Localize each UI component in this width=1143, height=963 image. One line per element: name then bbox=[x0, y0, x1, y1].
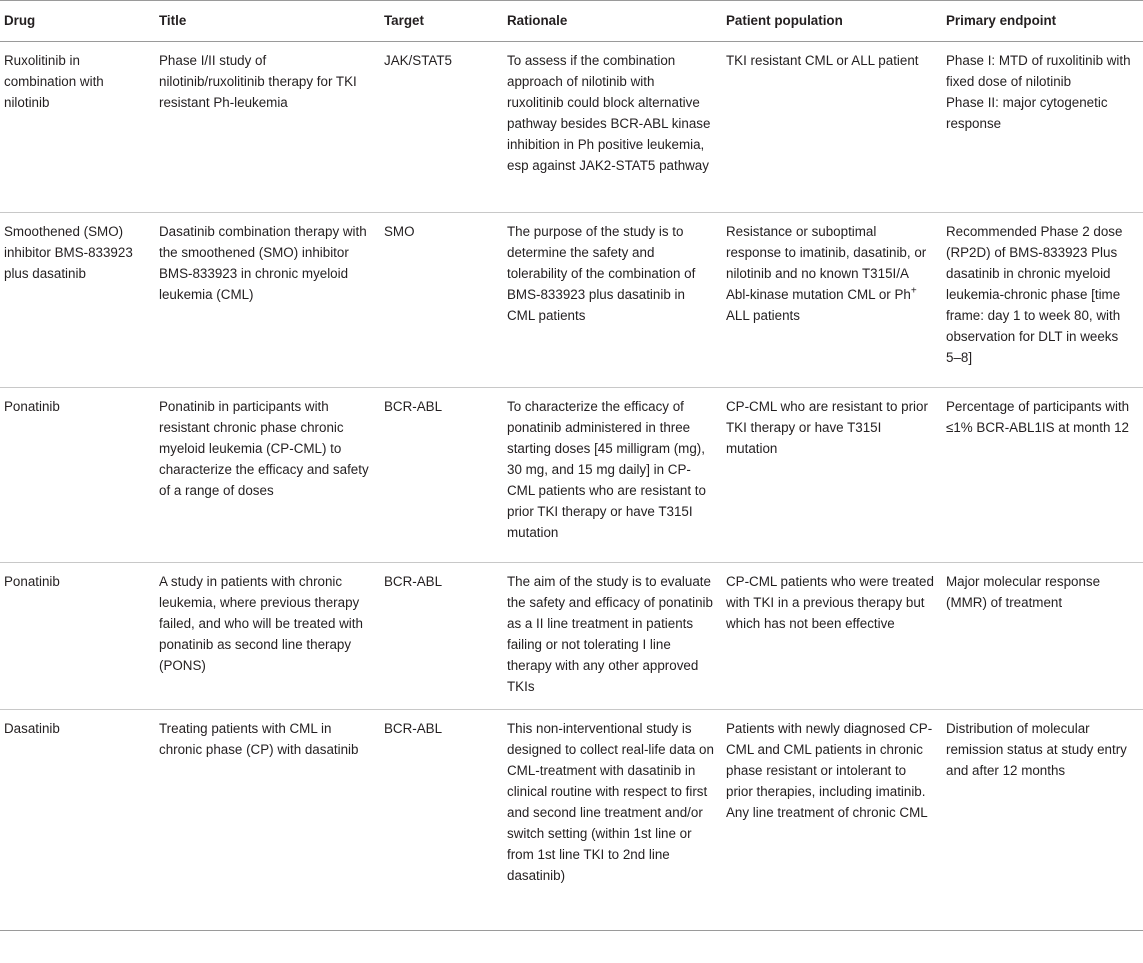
cell-drug: Ruxolitinib in combination with nilotinib bbox=[4, 53, 104, 110]
header-title: Title bbox=[159, 13, 187, 28]
cell-title: Phase I/II study of nilotinib/ruxolitinib therapy for TKI resistant Ph-leukemia bbox=[159, 53, 357, 110]
cell-drug: Smoothened (SMO) inhibitor BMS-833923 plus dasatinib bbox=[4, 224, 133, 281]
cell-title: Ponatinib in participants with resistant chronic phase chronic myeloid leukemia (CP-CML) to characterize the efficacy and safety of a range of doses bbox=[159, 399, 369, 498]
cell-endpoint bbox=[946, 42, 1143, 213]
header-row bbox=[0, 1, 1143, 42]
cell-population bbox=[726, 213, 946, 388]
cell-endpoint: Percentage of participants with ≤1% BCR-ABL1IS at month 12 bbox=[946, 399, 1130, 435]
cell-title: Dasatinib combination therapy with the smoothened (SMO) inhibitor BMS-833923 in chronic myeloid leukemia (CML) bbox=[159, 224, 367, 302]
cell-rationale: This non-interventional study is designed to collect real-life data on CML-treatment with dasatinib in clinical routine with respect to first and second line treatment and/or switch setting (within 1st line or from 1st line TKI to 2nd line dasatinib) bbox=[507, 721, 714, 883]
cell-population: TKI resistant CML or ALL patient bbox=[726, 53, 919, 68]
cell-drug: Ponatinib bbox=[4, 574, 60, 589]
cell-rationale: To assess if the combination approach of nilotinib with ruxolitinib could block alternative pathway besides BCR-ABL kinase inhibition in Ph positive leukemia, esp against JAK2-STAT5 pathway bbox=[507, 53, 711, 173]
cell-drug: Dasatinib bbox=[4, 721, 60, 736]
header-rationale: Rationale bbox=[507, 13, 568, 28]
table-row bbox=[0, 213, 1143, 388]
cell-rationale: To characterize the efficacy of ponatinib administered in three starting doses [45 milligram (mg), 30 mg, and 15 mg daily] in CP-CML patients who are resistant to prior TKI therapy or have T315I mutation bbox=[507, 399, 706, 540]
cell-endpoint: Major molecular response (MMR) of treatment bbox=[946, 574, 1101, 610]
cell-title: Treating patients with CML in chronic phase (CP) with dasatinib bbox=[159, 721, 359, 757]
cell-rationale: The purpose of the study is to determine the safety and tolerability of the combination of BMS-833923 plus dasatinib in CML patients bbox=[507, 224, 696, 323]
table-header bbox=[0, 1, 1143, 42]
table-row bbox=[0, 563, 1143, 710]
table-row bbox=[0, 710, 1143, 931]
cell-population: Patients with newly diagnosed CP-CML and CML patients in chronic phase resistant or intolerant to prior therapies, including imatinib. Any line treatment of chronic CML bbox=[726, 721, 933, 820]
cell-rationale: The aim of the study is to evaluate the safety and efficacy of ponatinib as a II line treatment in patients failing or not tolerating I line therapy with any other approved TKIs bbox=[507, 574, 713, 694]
cell-target: JAK/STAT5 bbox=[384, 53, 452, 68]
table-body bbox=[0, 42, 1143, 931]
table-row bbox=[0, 388, 1143, 563]
cell-target: BCR-ABL bbox=[384, 399, 443, 414]
cell-drug: Ponatinib bbox=[4, 399, 60, 414]
cell-endpoint: Distribution of molecular remission status at study entry and after 12 months bbox=[946, 721, 1127, 778]
cell-title: A study in patients with chronic leukemia, where previous therapy failed, and who will be treated with ponatinib as second line therapy (PONS) bbox=[159, 574, 363, 673]
superscript-plus: + bbox=[910, 285, 917, 297]
population-text-end: ALL patients bbox=[726, 308, 800, 323]
cell-target: BCR-ABL bbox=[384, 721, 443, 736]
endpoint-line: Phase II: major cytogenetic response bbox=[946, 95, 1108, 131]
cell-population: CP-CML patients who were treated with TKI in a previous therapy but which has not been effective bbox=[726, 574, 934, 631]
cell-target: SMO bbox=[384, 224, 415, 239]
cell-target: BCR-ABL bbox=[384, 574, 443, 589]
header-target: Target bbox=[384, 13, 424, 28]
header-population: Patient population bbox=[726, 13, 843, 28]
cell-population: CP-CML who are resistant to prior TKI therapy or have T315I mutation bbox=[726, 399, 928, 456]
population-text: Resistance or suboptimal response to imatinib, dasatinib, or nilotinib and no known T315I/A Abl-kinase mutation CML or Ph bbox=[726, 224, 927, 302]
header-drug: Drug bbox=[4, 13, 36, 28]
cell-endpoint: Recommended Phase 2 dose (RP2D) of BMS-833923 Plus dasatinib in chronic myeloid leukemia-chronic phase [time frame: day 1 to week 80, with observation for DLT in weeks 5–8] bbox=[946, 224, 1123, 365]
endpoint-line: Phase I: MTD of ruxolitinib with fixed dose of nilotinib bbox=[946, 53, 1131, 89]
table-row bbox=[0, 42, 1143, 213]
header-endpoint: Primary endpoint bbox=[946, 13, 1057, 28]
